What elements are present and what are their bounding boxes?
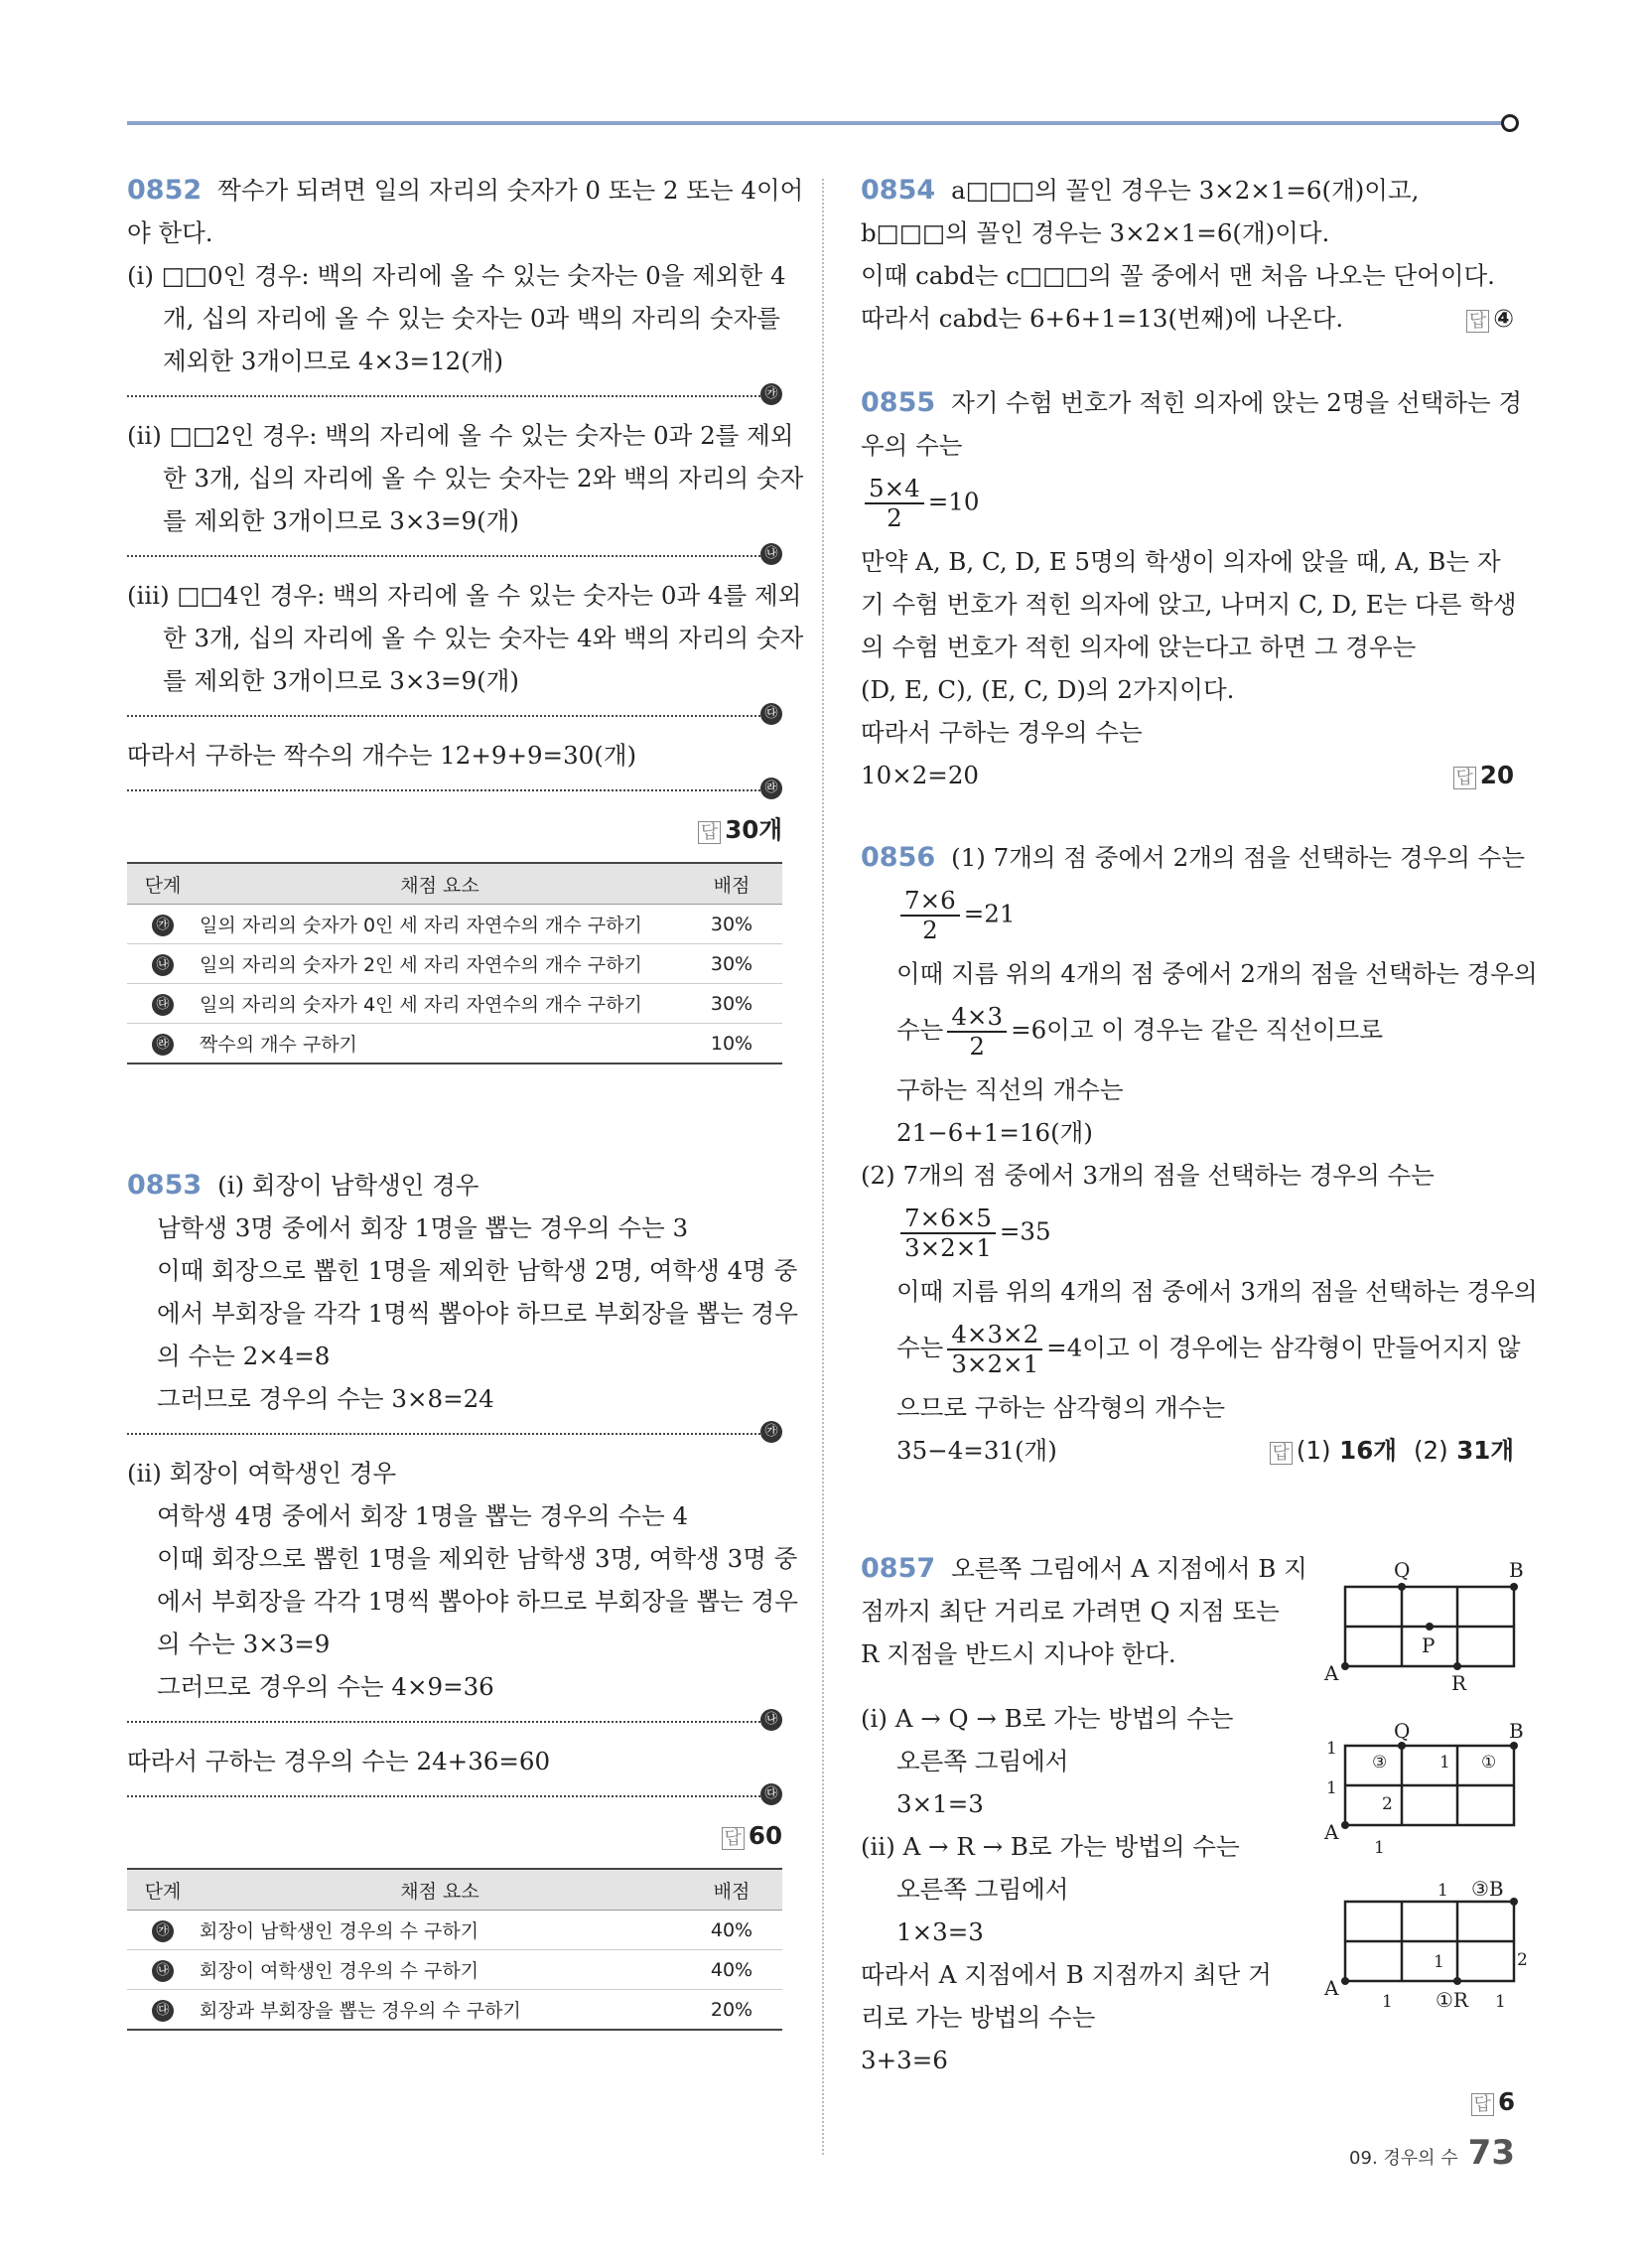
count-label: ③ <box>1372 1753 1388 1772</box>
problem-number: 0854 <box>861 175 936 206</box>
fraction: $\frac{4\times 3}{2}$ <box>947 1003 1007 1061</box>
answer: 답 30개 <box>127 808 782 854</box>
page-number: 73 <box>1467 2133 1515 2173</box>
label-b: B <box>1509 1719 1524 1743</box>
step-divider: ㉱ <box>127 782 782 798</box>
answer: 답 20 <box>1453 754 1515 799</box>
page-footer <box>1349 2133 1515 2173</box>
count-label: ① <box>1481 1753 1497 1772</box>
answer: 답 ④ <box>1466 297 1514 343</box>
table-row: ㉮ 회장이 남학생인 경우의 수 구하기 40% <box>127 1911 782 1950</box>
count-label: 1 <box>1434 1952 1444 1972</box>
left-column <box>127 169 804 2031</box>
label-b: B <box>1509 1558 1524 1582</box>
grid-figure-2 <box>1310 1716 1529 1855</box>
scoring-table-0853: 단계 채점 요소 배점 ㉮ 회장이 남학생인 경우의 수 구하기 40% ㉯ 회장이 여학생인 경우의 수 구하기 40% ㉰ 회장과 부회장을 뽑는 경우의 수 구하기 20% <box>127 1868 782 2031</box>
problem-0856: 0856 (1) 7개의 점 중에서 2개의 점을 선택하는 경우의 수는 $\frac{7\times 6}{2}$ =21 이때 지름 위의 4개의 점 중에서 2개의 점을 선택하는 경우의 수는 $\frac{4\times 3}{2}$ =6이고 이 경우는 같은 직선이므로 구하는 직선의 개수는 21−6+1=16(개) (2) 7개의 점 중에서 3개의 점을 선택하는 경우의 수는 $\frac{7\times 6\times 5}{3\times 2\times 1}$ =35 이때 지름 위의 4개의 점 중에서 3개의 점을 선택하는 경우의 수는 $\frac{4\times 3\times 2}{3\times 2\times 1}$ =4이고 이 경우에는 삼각형이 만들어지지 않 으므로 구하는 삼각형의 개수는 35−4=31(개) 답 (1) 16개 (2) 31개 <box>861 836 1514 1472</box>
label-a: A <box>1324 1661 1339 1685</box>
problem-0853: 0853 (ⅰ) 회장이 남학생인 경우 남학생 3명 중에서 회장 1명을 뽑는 경우의 수는 3 이때 회장으로 뽑힌 1명을 제외한 남학생 2명, 여학생 4명 중 에서 부회장을 각각 1명씩 뽑아야 하므로 부회장을 뽑는 경우 의 수는 2×4=8 그러므로 경우의 수는 3×8=24 ㉮ (ⅱ) 회장이 여학생인 경우 여학생 4명 중에서 회장 1명을 뽑는 경우의 수는 4 이때 회장으로 뽑힌 1명을 제외한 남학생 3명, 여학생 3명 중 에서 부회장을 각각 1명씩 뽑아야 하므로 부회장을 뽑는 경우 의 수는 3×3=9 그러므로 경우의 수는 4×9=36 ㉯ 따라서 구하는 경우의 수는 24+36=60 ㉰ 답 60 <box>127 1164 782 1860</box>
step-divider: ㉮ <box>127 388 782 404</box>
problem-number: 0852 <box>127 175 203 206</box>
count-label: 2 <box>1517 1950 1528 1970</box>
right-column <box>861 169 1538 1472</box>
label-r: ①R <box>1436 1988 1468 2011</box>
problem-number: 0857 <box>861 1553 936 1584</box>
table-row: ㉮ 일의 자리의 숫자가 0인 세 자리 자연수의 개수 구하기 30% <box>127 905 782 944</box>
column-divider <box>822 179 824 2155</box>
label-p: P <box>1422 1633 1436 1657</box>
step-divider: ㉰ <box>127 1788 782 1804</box>
problem-number: 0853 <box>127 1170 203 1201</box>
answer: 답 6 <box>1471 2087 1515 2116</box>
count-label: 1 <box>1326 1739 1337 1759</box>
chapter-title: 09. 경우의 수 <box>1349 2148 1458 2169</box>
problem-0857: 0857 오른쪽 그림에서 A 지점에서 B 지 점까지 최단 거리로 가려면 Q 지점 또는 R 지점을 반드시 지나야 한다. (ⅰ) A → Q → B로 가는 방법의 수는 오른쪽 그림에서 3×1=3 (ⅱ) A → R → B로 가는 방법의 수는 오른쪽 그림에서 1×3=3 따라서 A 지점에서 B 지점까지 최단 거 리로 가는 방법의 수는 3+3=6 <box>861 1553 1307 2074</box>
fraction: $\frac{5\times 4}{2}$ =10 <box>861 475 1514 532</box>
step-divider: ㉯ <box>127 548 782 564</box>
count-label: 2 <box>1382 1794 1393 1814</box>
label-r: R <box>1451 1671 1467 1695</box>
count-label: 1 <box>1374 1838 1385 1855</box>
header-rule <box>127 121 1507 125</box>
problem-number: 0855 <box>861 387 936 418</box>
count-label: 1 <box>1326 1778 1337 1798</box>
answer: 답 (1) 16개 (2) 31개 <box>1270 1429 1514 1475</box>
problem-number: 0856 <box>861 842 936 873</box>
label-q: Q <box>1394 1719 1411 1743</box>
problem-0854: 0854 a□□□의 꼴인 경우는 3×2×1=6(개)이고, b□□□의 꼴인 경우는 3×2×1=6(개)이다. 이때 cabd는 c□□□의 꼴 중에서 맨 처음 나오는 단어이다. 따라서 cabd는 6+6+1=13(번째)에 나온다. 답 ④ <box>861 169 1514 340</box>
conclusion: 따라서 구하는 경우의 수는 24+36=60 <box>127 1747 551 1775</box>
step-divider: ㉰ <box>127 708 782 724</box>
table-row: ㉯ 회장이 여학생인 경우의 수 구하기 40% <box>127 1950 782 1990</box>
label-a: A <box>1324 1976 1339 2000</box>
scoring-table-0852: 단계 채점 요소 배점 ㉮ 일의 자리의 숫자가 0인 세 자리 자연수의 개수 구하기 30% ㉯ 일의 자리의 숫자가 2인 세 자리 자연수의 개수 구하기 30% ㉰ 일의 자리의 숫자가 4인 세 자리 자연수의 개수 구하기 30% ㉱ 짝수의 개수 구하기 10% <box>127 862 782 1064</box>
fraction: $\frac{7\times 6}{2}$ =21 <box>861 887 1514 944</box>
table-row: ㉯ 일의 자리의 숫자가 2인 세 자리 자연수의 개수 구하기 30% <box>127 944 782 984</box>
conclusion: 따라서 구하는 짝수의 개수는 12+9+9=30(개) <box>127 741 637 770</box>
answer: 답 60 <box>127 1814 782 1860</box>
table-row: ㉱ 짝수의 개수 구하기 10% <box>127 1024 782 1064</box>
grid-figure-1 <box>1310 1557 1529 1696</box>
count-label: 1 <box>1437 1881 1448 1901</box>
count-label: 1 <box>1439 1753 1450 1772</box>
label-b: ③B <box>1471 1877 1504 1901</box>
count-label: 1 <box>1495 1992 1506 2011</box>
problem-0852: 0852 짝수가 되려면 일의 자리의 숫자가 0 또는 2 또는 4이어 야 한다. (ⅰ) □□0인 경우: 백의 자리에 올 수 있는 숫자는 0을 제외한 4 개, 십의 자리에 올 수 있는 숫자는 0과 백의 자리의 숫자를 제외한 3개이므로 4×3=12(개) ㉮ (ⅱ) □□2인 경우: 백의 자리에 올 수 있는 숫자는 0과 2를 제외 한 3개, 십의 자리에 올 수 있는 숫자는 2와 백의 자리의 숫자 를 제외한 3개이므로 3×3=9(개) ㉯ (ⅲ) □□4인 경우: 백의 자리에 올 수 있는 숫자는 0과 4를 제외 한 3개, 십의 자리에 올 수 있는 숫자는 4와 백의 자리의 숫자 를 제외한 3개이므로 3×3=9(개) ㉰ 따라서 구하는 짝수의 개수는 12+9+9=30(개) ㉱ 답 30개 <box>127 169 782 854</box>
label-q: Q <box>1394 1558 1411 1582</box>
header-rule-dot <box>1501 114 1519 132</box>
table-row: ㉰ 회장과 부회장을 뽑는 경우의 수 구하기 20% <box>127 1990 782 2031</box>
fraction: $\frac{4\times 3\times 2}{3\times 2\times 1}$ <box>947 1321 1042 1378</box>
fraction: $\frac{7\times 6\times 5}{3\times 2\times 1}$ =35 <box>861 1205 1514 1262</box>
grid-figure-3 <box>1310 1872 1529 2011</box>
problem-0855: 0855 자기 수험 번호가 적힌 의자에 앉는 2명을 선택하는 경 우의 수는 $\frac{5\times 4}{2}$ =10 만약 A, B, C, D, E 5명의 학생이 의자에 앉을 때, A, B는 자 기 수험 번호가 적힌 의자에 앉고, 나머지 C, D, E는 다른 학생 의 수험 번호가 적힌 의자에 앉는다고 하면 그 경우는 (D, E, C), (E, C, D)의 2가지이다. 따라서 구하는 경우의 수는 10×2=20 답 20 <box>861 381 1514 796</box>
step-divider: ㉮ <box>127 1426 782 1442</box>
label-a: A <box>1324 1820 1339 1844</box>
step-divider: ㉯ <box>127 1714 782 1730</box>
count-label: 1 <box>1382 1992 1393 2011</box>
table-row: ㉰ 일의 자리의 숫자가 4인 세 자리 자연수의 개수 구하기 30% <box>127 984 782 1024</box>
